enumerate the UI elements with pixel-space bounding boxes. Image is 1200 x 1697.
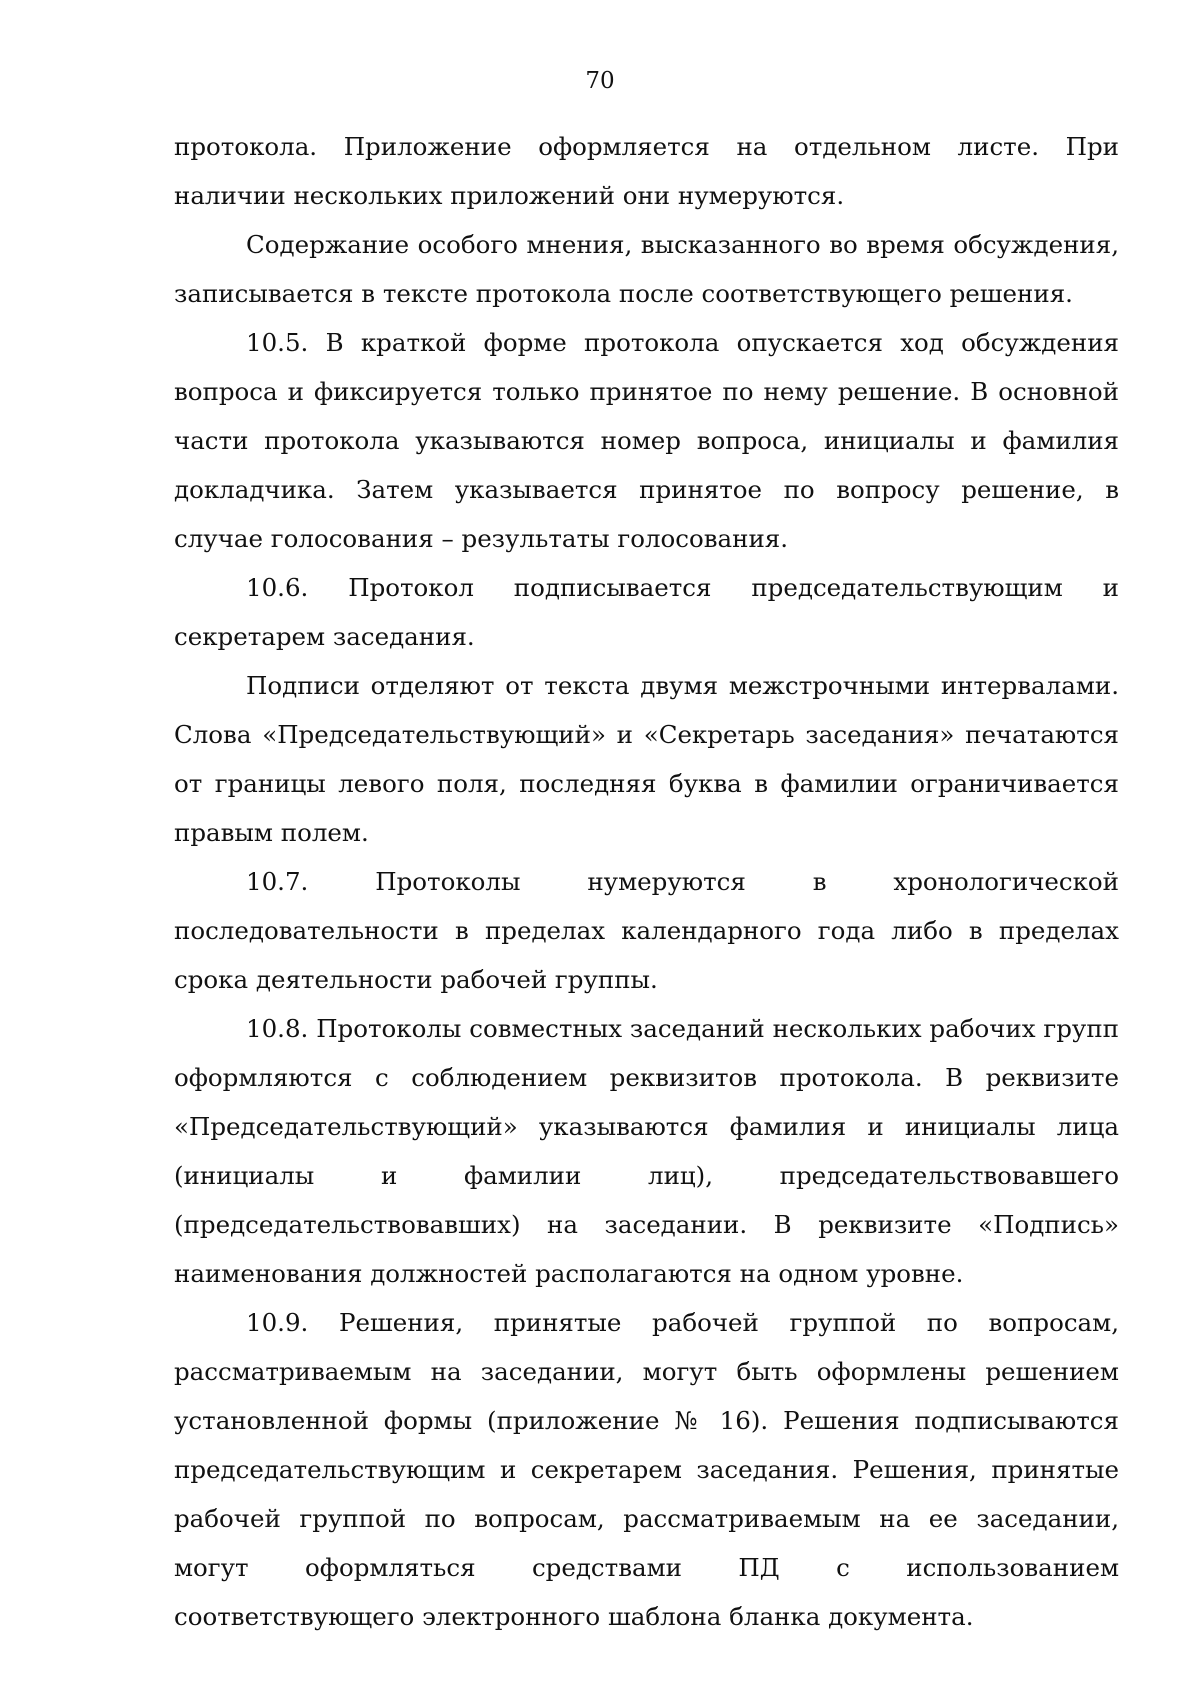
page-number: 70 — [585, 68, 615, 94]
paragraph-signatures: Подписи отделяют от текста двумя межстрочными интервалами. Слова «Председательствующий» и «Секретарь заседания» печатаются от границы левого поля, последняя буква в фамилии ограничивается правым полем. — [174, 671, 1119, 847]
paragraph-10-6: 10.6. Протокол подписывается председательствующим и секретарем заседания. — [174, 573, 1119, 651]
paragraph-continuation: протокола. Приложение оформляется на отдельном листе. При наличии нескольких приложений они нумеруются. — [174, 132, 1119, 210]
paragraph-10-5: 10.5. В краткой форме протокола опускается ход обсуждения вопроса и фиксируется только принятое по нему решение. В основной части протокола указываются номер вопроса, инициалы и фамилия докладчика. Затем указывается принятое по вопросу решение, в случае голосования – результаты голосования. — [174, 328, 1119, 553]
paragraph-10-7: 10.7. Протоколы нумеруются в хронологической последовательности в пределах календарного года либо в пределах срока деятельности рабочей группы. — [174, 867, 1119, 994]
document-body — [174, 122, 1119, 1641]
paragraph-10-9: 10.9. Решения, принятые рабочей группой по вопросам, рассматриваемым на заседании, могут быть оформлены решением установленной формы (приложение № 16). Решения подписываются председательствующим и секретарем заседания. Решения, принятые рабочей группой по вопросам, рассматриваемым на ее заседании, могут оформляться средствами ПД с использованием соответствующего электронного шаблона бланка документа. — [174, 1308, 1119, 1631]
paragraph-10-8: 10.8. Протоколы совместных заседаний нескольких рабочих групп оформляются с соблюдением реквизитов протокола. В реквизите «Председательствующий» указываются фамилия и инициалы лица (инициалы и фамилии лиц), председательствовавшего (председательствовавших) на заседании. В реквизите «Подпись» наименования должностей располагаются на одном уровне. — [174, 1014, 1119, 1288]
paragraph-dissent: Содержание особого мнения, высказанного во время обсуждения, записывается в тексте протокола после соответствующего решения. — [174, 230, 1119, 308]
